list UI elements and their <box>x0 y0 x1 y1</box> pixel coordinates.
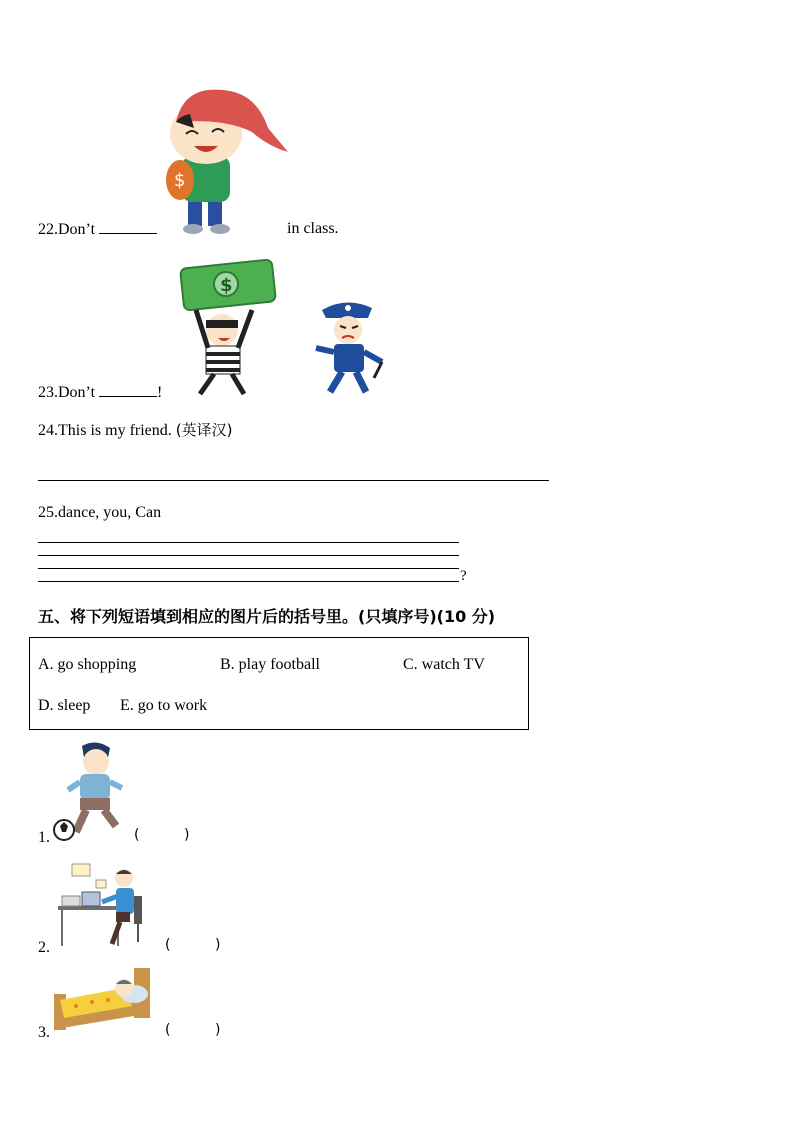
question-22 <box>38 219 157 240</box>
q25-answer-line-4[interactable] <box>38 581 459 582</box>
q23-suffix: ! <box>157 384 163 401</box>
section-5-heading: 五、将下列短语填到相应的图片后的括号里。(只填序号)(10 分) <box>38 607 496 626</box>
item-3-number: 3. <box>38 1024 50 1041</box>
q25-answer-line-2[interactable] <box>38 555 459 556</box>
q23-blank[interactable] <box>99 382 157 397</box>
item-1-number: 1. <box>38 829 50 846</box>
q24-answer-line[interactable] <box>38 480 549 481</box>
item-2-number: 2. <box>38 939 50 956</box>
q25-answer-line-3[interactable] <box>38 568 459 569</box>
boy-eating-snack-icon <box>160 76 290 236</box>
svg-text:$: $ <box>220 275 233 296</box>
option-e: E. go to work <box>120 697 208 714</box>
q24-text: 24.This is my friend. <box>38 422 172 439</box>
q25-answer-line-1[interactable] <box>38 542 459 543</box>
boy-playing-football-icon <box>50 740 128 844</box>
person-sleeping-in-bed-icon <box>52 964 154 1034</box>
q22-prefix: 22.Don’t <box>38 221 96 238</box>
q25-text: 25.dance, you, Can <box>38 504 162 521</box>
q23-prefix: 23.Don’t <box>38 384 96 401</box>
thief-with-money-icon <box>180 260 280 398</box>
item-2-answer[interactable]: ( ) <box>165 937 221 953</box>
option-d: D. sleep <box>38 697 91 714</box>
options-box <box>29 637 529 730</box>
svg-text:$: $ <box>174 170 186 191</box>
item-1-answer[interactable]: ( ) <box>134 827 190 843</box>
question-24 <box>38 420 232 441</box>
question-23 <box>38 382 162 403</box>
item-3-answer[interactable]: ( ) <box>165 1022 221 1038</box>
q24-note: (英译汉) <box>175 421 233 439</box>
man-at-computer-icon <box>56 862 148 950</box>
option-c: C. watch TV <box>403 656 485 673</box>
q22-blank[interactable] <box>99 219 157 234</box>
option-a: A. go shopping <box>38 656 137 673</box>
option-b: B. play football <box>220 656 320 673</box>
policeman-chasing-icon <box>312 296 392 396</box>
q22-suffix: in class. <box>287 220 339 237</box>
q25-end-mark: ? <box>460 568 467 584</box>
